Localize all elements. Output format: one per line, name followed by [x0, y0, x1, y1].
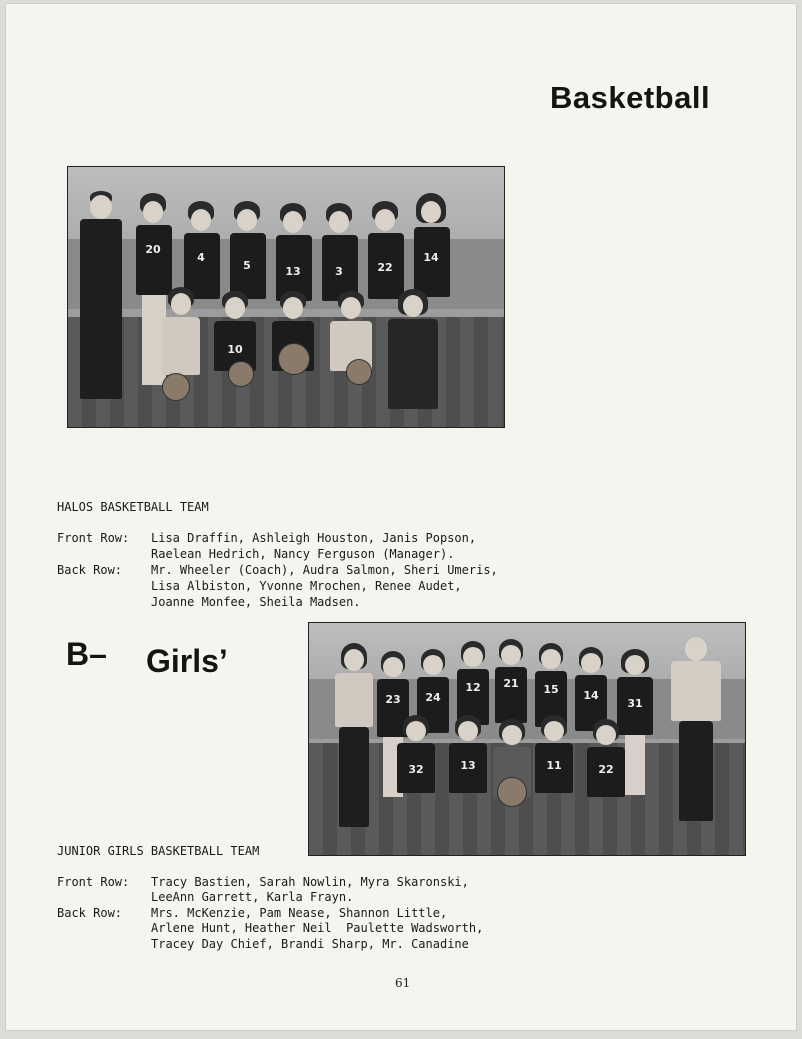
jersey-number: 31 — [627, 697, 643, 710]
junior-heading: JUNIOR GIRLS BASKETBALL TEAM — [57, 844, 260, 858]
basketball-icon — [278, 343, 310, 375]
halos-team-photo — [67, 166, 505, 428]
junior-back-line: Mrs. McKenzie, Pam Nease, Shannon Little, — [151, 906, 448, 920]
jersey-number: 22 — [598, 763, 614, 776]
jersey-number: 13 — [285, 265, 301, 278]
jersey-number: 24 — [425, 691, 441, 704]
player-figure — [408, 193, 454, 303]
basketball-icon — [162, 373, 190, 401]
player-figure — [156, 287, 206, 417]
player-figure — [270, 203, 316, 303]
jersey-number: 14 — [423, 251, 439, 264]
halos-back-line: Joanne Monfee, Sheila Madsen. — [151, 595, 361, 609]
player-figure — [583, 719, 629, 829]
basketball-icon — [346, 359, 372, 385]
jersey-number: 15 — [543, 683, 559, 696]
junior-front-label: Front Row: — [57, 875, 130, 889]
player-figure — [316, 203, 362, 303]
jersey-number: 10 — [227, 343, 243, 356]
page-title: Basketball — [550, 80, 711, 115]
jersey-number: 32 — [408, 763, 424, 776]
coach-figure — [665, 637, 727, 827]
coach-figure — [72, 189, 126, 399]
halos-back-label: Back Row: — [57, 563, 123, 577]
jersey-number: 12 — [465, 681, 481, 694]
junior-front-line: Tracy Bastien, Sarah Nowlin, Myra Skaronski, — [151, 875, 469, 889]
section-label-girls: Girls’ — [146, 643, 228, 679]
coach-figure — [329, 643, 379, 833]
page-number: 61 — [395, 976, 411, 990]
player-figure — [362, 201, 408, 301]
halos-front-line: Raelean Hedrich, Nancy Ferguson (Manager). — [151, 547, 455, 561]
player-figure — [224, 201, 270, 301]
junior-girls-team-photo — [308, 622, 746, 856]
jersey-number: 4 — [197, 251, 205, 264]
jersey-number: 20 — [145, 243, 161, 256]
jersey-number: 22 — [377, 261, 393, 274]
jersey-number: 13 — [460, 759, 476, 772]
basketball-icon — [497, 777, 527, 807]
junior-back-line: Arlene Hunt, Heather Neil Paulette Wadsworth, — [151, 921, 484, 935]
jersey-number: 11 — [546, 759, 562, 772]
player-figure — [324, 291, 378, 411]
jersey-number: 3 — [335, 265, 343, 278]
section-label-b: B– — [66, 636, 107, 672]
basketball-icon — [228, 361, 254, 387]
halos-front-line: Lisa Draffin, Ashleigh Houston, Janis Popson, — [151, 531, 477, 545]
player-figure — [382, 289, 444, 419]
player-figure — [393, 715, 439, 825]
player-figure — [208, 291, 262, 411]
jersey-number: 23 — [385, 693, 401, 706]
yearbook-page — [6, 4, 796, 1030]
player-figure — [531, 715, 577, 825]
player-figure — [178, 201, 224, 301]
player-figure — [266, 291, 320, 411]
halos-back-line: Lisa Albiston, Yvonne Mrochen, Renee Audet, — [151, 579, 462, 593]
jersey-number: 21 — [503, 677, 519, 690]
player-figure — [491, 639, 531, 729]
player-figure — [445, 715, 491, 825]
halos-heading: HALOS BASKETBALL TEAM — [57, 500, 209, 514]
jersey-number: 14 — [583, 689, 599, 702]
halos-back-line: Mr. Wheeler (Coach), Audra Salmon, Sheri Umeris, — [151, 563, 498, 577]
halos-front-label: Front Row: — [57, 531, 130, 545]
junior-back-label: Back Row: — [57, 906, 123, 920]
junior-back-line: Tracey Day Chief, Brandi Sharp, Mr. Canadine — [151, 937, 469, 951]
player-figure — [489, 719, 535, 829]
junior-front-line: LeeAnn Garrett, Karla Frayn. — [151, 890, 354, 904]
jersey-number: 5 — [243, 259, 251, 272]
